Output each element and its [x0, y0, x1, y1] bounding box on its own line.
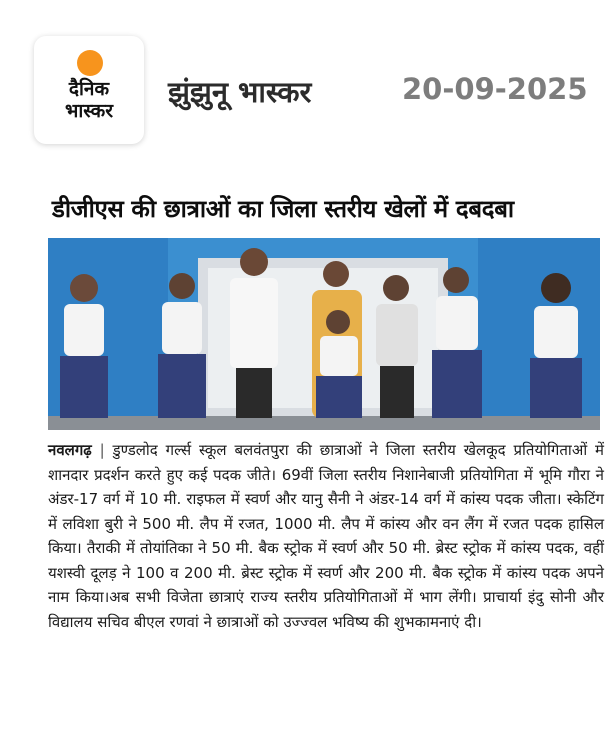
logo-line-2: भास्कर [64, 100, 114, 122]
sun-icon [77, 50, 103, 76]
publication-date: 20-09-2025 [402, 72, 588, 106]
edition-name: झुंझुनू भास्कर [168, 75, 312, 109]
article-body [48, 438, 604, 634]
article-headline: डीजीएस की छात्राओं का जिला स्तरीय खेलों में दबदबा [52, 195, 514, 223]
dateline-separator: | [99, 441, 105, 459]
dainik-bhaskar-logo [34, 36, 144, 144]
article-photo [48, 238, 600, 430]
article-text: डुण्डलोद गर्ल्स स्कूल बलवंतपुरा की छात्राओं ने जिला स्तरीय खेलकूद प्रतियोगिताओं में शानदार प्रदर्शन करते हुए कई पदक जीते। 69वीं जिला स्तरीय निशानेबाजी प्रतियोगिता में भूमि गौरा ने अंडर-17 वर्ग में 10 मी. राइफल में स्वर्ण और यानु सैनी ने अंडर-14 वर्ग में कांस्य पदक जीता। स्केटिंग में लविशा बुरी ने 500 मी. लैप में रजत, 1000 मी. लैप में कांस्य और वन लैंग में रजत पदक हासिल किया। तैराकी में तोयांतिका ने 50 मी. बैक स्ट्रोक में स्वर्ण और 50 मी. ब्रेस्ट स्ट्रोक में कांस्य पदक, वहीं यशस्वी दूलड़ ने 100 व 200 मी. ब्रेस्ट स्ट्रोक में स्वर्ण और 200 मी. बैक स्ट्रोक में कांस्य पदक अपने नाम किया।अब सभी विजेता छात्राएं राज्य स्तरीय प्रतियोगिताओं में भाग लेंगी। प्राचार्या इंदु सोनी और विद्यालय सचिव बीएल रणवां ने छात्राओं को उज्ज्वल भविष्य की शुभकामनाएं दी। [48, 441, 604, 631]
article-dateline: नवलगढ़ [48, 441, 92, 459]
logo-line-1: दैनिक [68, 78, 110, 100]
